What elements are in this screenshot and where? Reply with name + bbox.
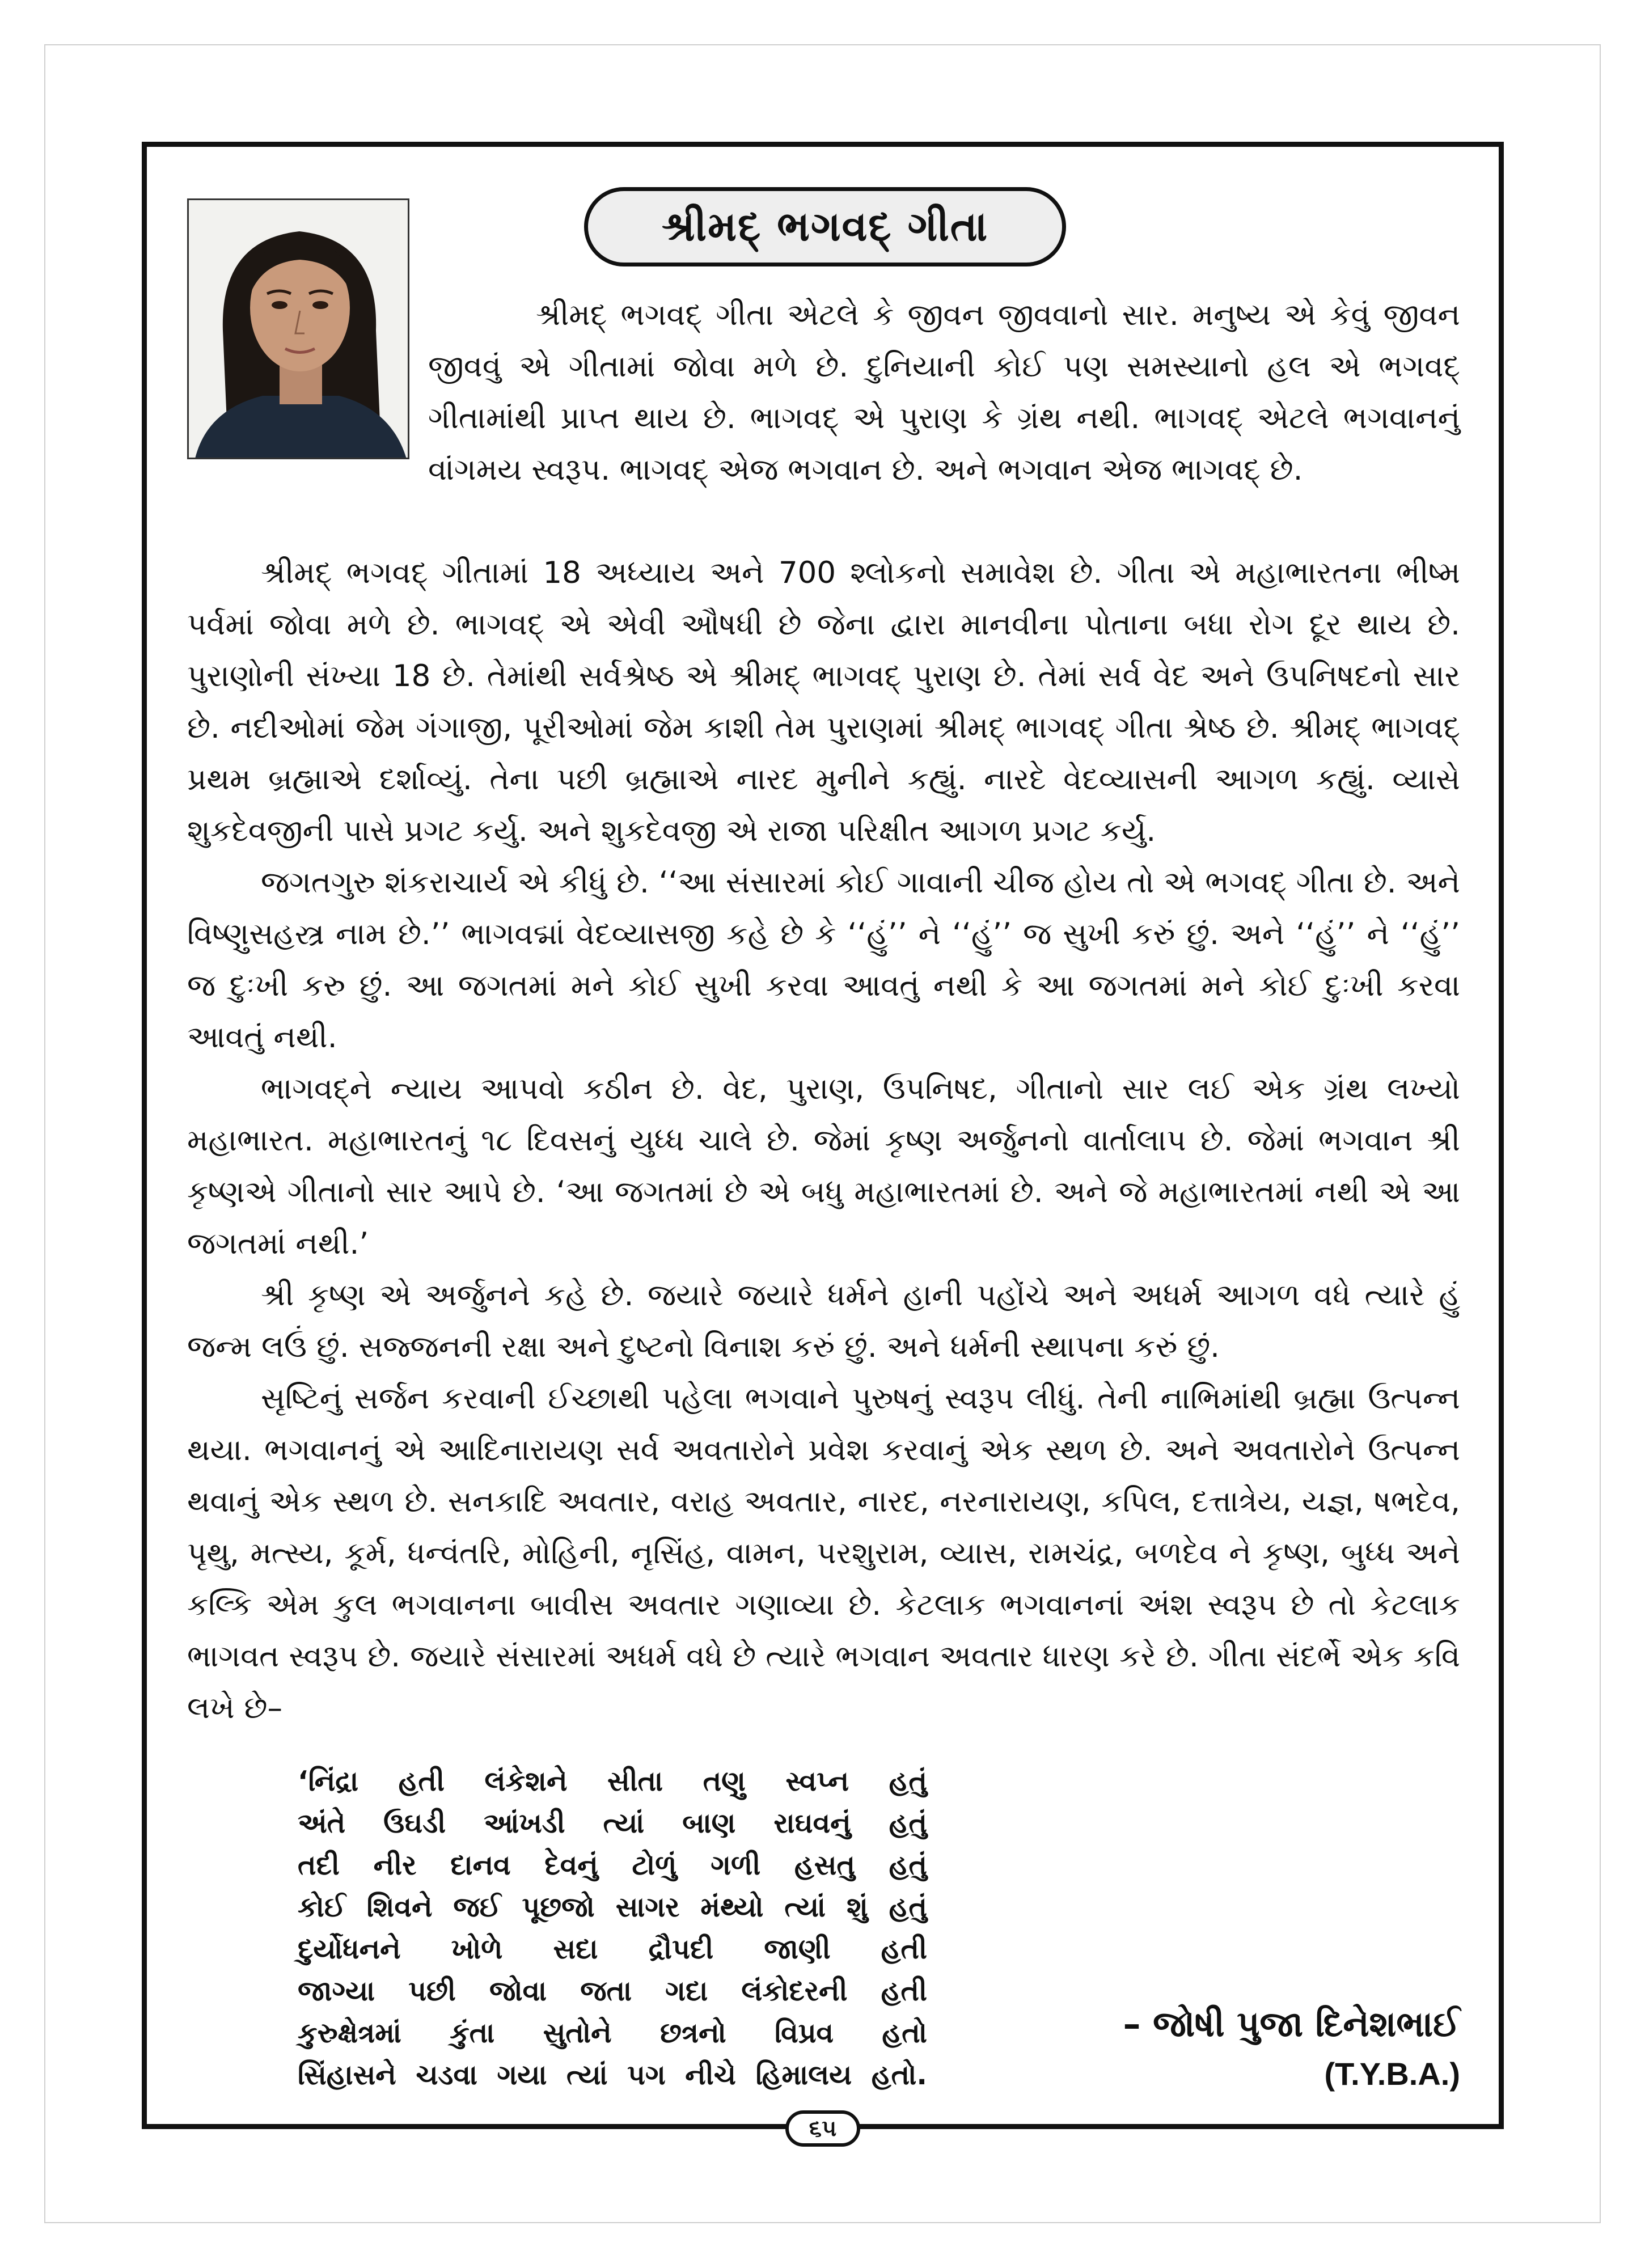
author-name: – જોષી પુજા દિનેશભાઈ (1123, 2003, 1460, 2045)
article-title: શ્રીમદ્ ભગવદ્ ગીતા (584, 187, 1066, 266)
poem-line: ‘નિંદ્રા હતી લંકેશને સીતા તણુ સ્વપ્ન હતું (298, 1765, 927, 1797)
body-paragraph-2: જગતગુરુ શંકરાચાર્ય એ કીધું છે. ‘‘આ સંસારમાં કોઈ ગાવાની ચીજ હોય તો એ ભગવદ્ ગીતા છે. અને વિષ્ણુસહસ્ત્ર નામ છે.’’ ભાગવદ્માં વેદવ્યાસજી કહે છે કે ‘‘હું’’ ને ‘‘હું’’ જ સુખી કરું છું. અને ‘‘હું’’ ને ‘‘હું’’ જ દુઃખી કરુ છું. આ જગતમાં મને કોઈ સુખી કરવા આવતું નથી કે આ જગતમાં મને કોઈ દુઃખી કરવા આવતું નથી. (187, 865, 1460, 1055)
article-body (187, 547, 1460, 1734)
poem-line: તદી નીર દાનવ દેવનું ટોળું ગળી હસતુ હતું (298, 1849, 927, 1881)
poem-line: કોઈ શિવને જઈ પૂછજો સાગર મંથ્યો ત્યાં શું હતું (298, 1891, 927, 1923)
poem-block (298, 1761, 927, 2096)
poem-line: સિંહાસને ચડવા ગયા ત્યાં પગ નીચે હિમાલય હતો. (298, 2059, 927, 2091)
intro-paragraph (428, 289, 1460, 496)
author-portrait-image (189, 200, 409, 459)
body-paragraph-3: ભાગવદ્ને ન્યાય આપવો કઠીન છે. વેદ, પુરાણ, ઉપનિષદ, ગીતાનો સાર લઈ એક ગ્રંથ લખ્યો મહાભારત. મહાભારતનું ૧૮ દિવસનું યુધ્ધ ચાલે છે. જેમાં કૃષ્ણ અર્જુનનો વાર્તાલાપ છે. જેમાં ભગવાન શ્રી કૃષ્ણએ ગીતાનો સાર આપે છે. ‘આ જગતમાં છે એ બધુ મહાભારતમાં છે. અને જે મહાભારતમાં નથી એ આ જગતમાં નથી.’ (187, 1072, 1461, 1261)
poem-line: અંતે ઉઘડી આંખડી ત્યાં બાણ રાઘવનું હતું (298, 1807, 927, 1839)
poem-line: દુર્યોધનને ખોળે સદા દ્રૌપદી જાણી હતી (298, 1933, 927, 1965)
body-paragraph-1: શ્રીમદ્ ભગવદ્ ગીતામાં 18 અધ્યાય અને 700 શ્લોકનો સમાવેશ છે. ગીતા એ મહાભારતના ભીષ્મ પર્વમાં જોવા મળે છે. ભાગવદ્ એ એવી ઔષધી છે જેના દ્વારા માનવીના પોતાના બધા રોગ દૂર થાય છે. પુરાણોની સંખ્યા 18 છે. તેમાંથી સર્વશ્રેષ્ઠ એ શ્રીમદ્ ભાગવદ્ પુરાણ છે. તેમાં સર્વ વેદ અને ઉપનિષદનો સાર છે. નદીઓમાં જેમ ગંગાજી, પૂરીઓમાં જેમ કાશી તેમ પુરાણમાં શ્રીમદ્ ભાગવદ્ ગીતા શ્રેષ્ઠ છે. શ્રીમદ્ ભાગવદ્ પ્રથમ બ્રહ્માએ દર્શાવ્યું. તેના પછી બ્રહ્માએ નારદ મુનીને કહ્યું. નારદે વેદવ્યાસની આગળ કહ્યું. વ્યાસે શુકદેવજીની પાસે પ્રગટ કર્યુ. અને શુકદેવજી એ રાજા પરિક્ષીત આગળ પ્રગટ કર્યુ. (187, 556, 1460, 848)
author-photo (187, 198, 409, 459)
page-number-badge: ૬૫ (785, 2110, 860, 2147)
poem-line: જાગ્યા પછી જોવા જતા ગદા લંકોદરની હતી (298, 1975, 927, 2007)
author-class: (T.Y.B.A.) (1324, 2056, 1460, 2092)
intro-text: શ્રીમદ્ ભગવદ્ ગીતા એટલે કે જીવન જીવવાનો સાર. મનુષ્ય એ કેવું જીવન જીવવું એ ગીતામાં જોવા મળે છે. દુનિયાની કોઈ પણ સમસ્યાનો હલ એ ભગવદ્ ગીતામાંથી પ્રાપ્ત થાય છે. ભાગવદ્ એ પુરાણ કે ગ્રંથ નથી. ભાગવદ્ એટલે ભગવાનનું વાંગમય સ્વરૂપ. ભાગવદ્ એજ ભગવાન છે. અને ભગવાન એજ ભાગવદ્ છે. (428, 298, 1460, 487)
poem-line: કુરુક્ષેત્રમાં કુંતા સુતોને છત્રનો વિપ્રવ હતો (298, 2017, 927, 2049)
body-paragraph-4: શ્રી કૃષ્ણ એ અર્જુનને કહે છે. જયારે જયારે ધર્મને હાની પહોંચે અને અધર્મ આગળ વધે ત્યારે હું જન્મ લઉં છું. સજ્જનની રક્ષા અને દુષ્ટનો વિનાશ કરું છું. અને ધર્મની સ્થાપના કરું છું. (187, 1278, 1460, 1364)
body-paragraph-5: સૃષ્ટિનું સર્જન કરવાની ઈચ્છાથી પહેલા ભગવાને પુરુષનું સ્વરૂપ લીધું. તેની નાભિમાંથી બ્રહ્મા ઉત્પન્ન થયા. ભગવાનનું એ આદિનારાયણ સર્વ અવતારોને પ્રવેશ કરવાનું એક સ્થળ છે. અને અવતારોને ઉત્પન્ન થવાનું એક સ્થળ છે. સનકાદિ અવતાર, વરાહ અવતાર, નારદ, નરનારાયણ, કપિલ, દત્તાત્રેય, યજ્ઞ, ષભદેવ, પૃથુ, મત્સ્ય, કૂર્મ, ધન્વંતરિ, મોહિની, નૃસિંહ, વામન, પરશુરામ, વ્યાસ, રામચંદ્ર, બળદેવ ને કૃષ્ણ, બુધ્ધ અને કલ્કિ એમ કુલ ભગવાનના બાવીસ અવતાર ગણાવ્યા છે. કેટલાક ભગવાનનાં અંશ સ્વરૂપ છે તો કેટલાક ભાગવત સ્વરૂપ છે. જયારે સંસારમાં અધર્મ વધે છે ત્યારે ભગવાન અવતાર ધારણ કરે છે. ગીતા સંદર્ભે એક કવિ લખે છે– (187, 1381, 1460, 1725)
